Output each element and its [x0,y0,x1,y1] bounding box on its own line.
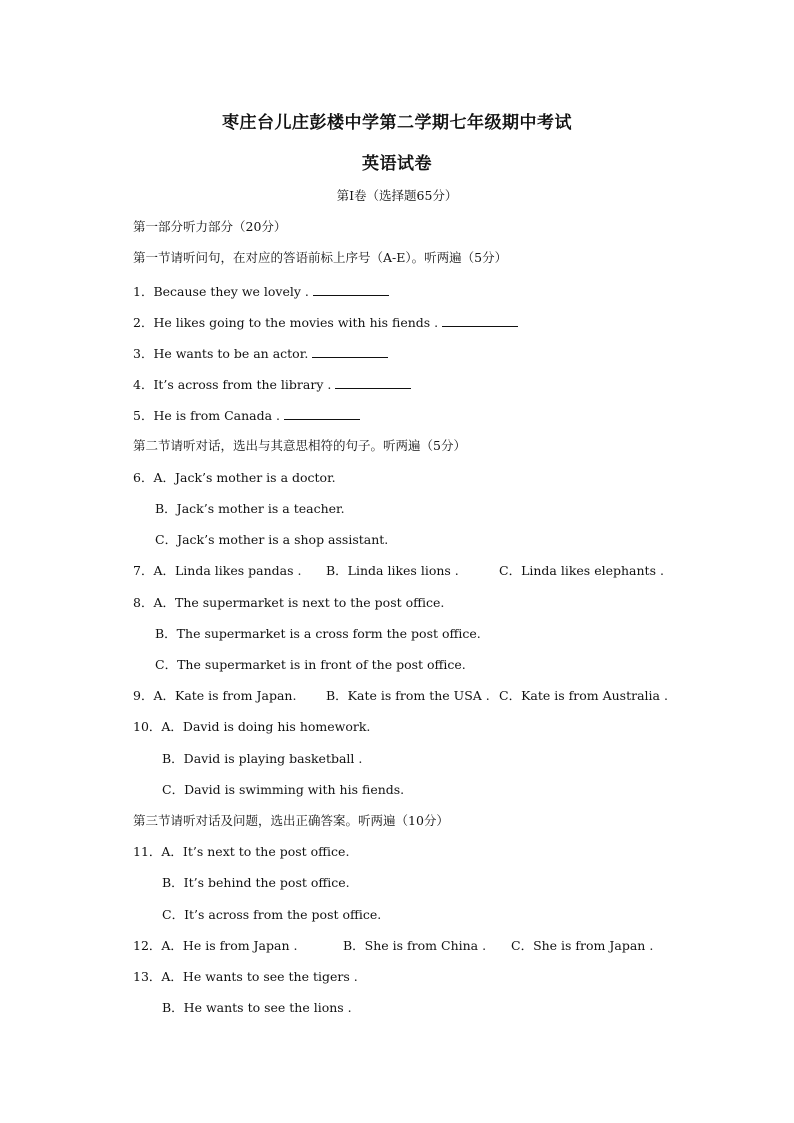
q10-option-a: 10．A．David is doing his homework. [133,719,371,734]
q9-option-c: C．Kate is from Australia . [499,688,668,703]
answer-blank-1[interactable] [313,283,389,296]
q11-option-a: 11．A．It’s next to the post office. [133,844,350,859]
q11-option-b: B．It’s behind the post office. [162,875,350,890]
q7-option-b: B．Linda likes lions . [326,563,459,578]
question-4-text: 4．It’s across from the library . [133,377,332,392]
q12-option-a: 12．A．He is from Japan . [133,938,298,953]
q9-option-a: 9．A．Kate is from Japan. [133,688,297,703]
answer-blank-4[interactable] [335,376,411,389]
question-1-text: 1．Because they we lovely . [133,284,309,299]
q7-option-c: C．Linda likes elephants . [499,563,664,578]
answer-blank-2[interactable] [442,314,518,327]
question-2-text: 2．He likes going to the movies with his fiends . [133,315,439,330]
q13-option-a: 13．A．He wants to see the tigers . [133,969,358,984]
list-item [133,376,411,393]
q12-option-c: C．She is from Japan . [511,938,654,953]
question-3-text: 3．He wants to be an actor. [133,346,309,361]
list-item [133,314,518,331]
q9-option-b: B．Kate is from the USA . [326,688,490,703]
list-item [133,283,389,300]
q10-option-b: B．David is playing basketball . [162,751,363,766]
exam-title: 枣庄台儿庄彭楼中学第二学期七年级期中考试 [222,113,572,133]
q12-option-b: B．She is from China . [343,938,487,953]
q6-option-b: B．Jack’s mother is a teacher. [155,501,345,516]
answer-blank-5[interactable] [284,407,360,420]
part1-heading: 第一部分听力部分（20分） [133,219,287,234]
section2-heading: 第二节请听对话，选出与其意思相符的句子。听两遍（5分） [133,438,466,453]
list-item [133,345,388,362]
q8-option-b: B．The supermarket is a cross form the post office. [155,626,481,641]
answer-blank-3[interactable] [312,345,388,358]
list-item [133,407,360,424]
volume-heading: 第Ⅰ卷（选择题65分） [336,188,458,203]
q7-option-a: 7．A．Linda likes pandas . [133,563,302,578]
q10-option-c: C．David is swimming with his fiends. [162,782,405,797]
section1-heading: 第一节请听问句，在对应的答语前标上序号（A-E）。听两遍（5分） [133,250,508,265]
q11-option-c: C．It’s across from the post office. [162,907,382,922]
question-5-text: 5．He is from Canada . [133,408,280,423]
q8-option-a: 8．A．The supermarket is next to the post office. [133,595,445,610]
exam-subtitle: 英语试卷 [362,154,432,174]
q8-option-c: C．The supermarket is in front of the post office. [155,657,466,672]
section3-heading: 第三节请听对话及问题，选出正确答案。听两遍（10分） [133,813,449,828]
q6-option-a: 6．A．Jack’s mother is a doctor. [133,470,336,485]
q13-option-b: B．He wants to see the lions . [162,1000,352,1015]
q6-option-c: C．Jack’s mother is a shop assistant. [155,532,389,547]
